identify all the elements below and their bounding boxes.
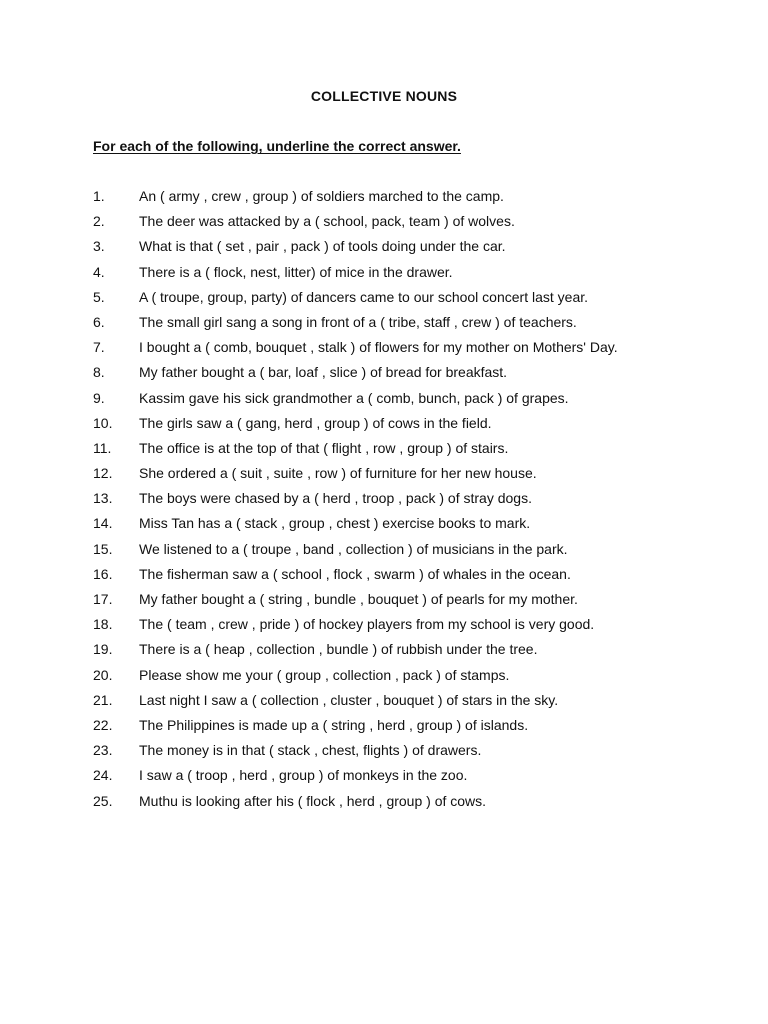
question-number: 21. — [93, 691, 113, 708]
question-text: What is that ( set , pair , pack ) of tools doing under the car. — [139, 238, 506, 255]
question-number: 22. — [93, 716, 113, 733]
question-text: I bought a ( comb, bouquet , stalk ) of flowers for my mother on Mothers' Day. — [139, 339, 618, 356]
question-text: Miss Tan has a ( stack , group , chest ) exercise books to mark. — [139, 515, 531, 532]
question-text: The small girl sang a song in front of a ( tribe, staff , crew ) of teachers. — [139, 313, 577, 330]
question-text: A ( troupe, group, party) of dancers came to our school concert last year. — [139, 288, 589, 305]
question-text: Kassim gave his sick grandmother a ( comb, bunch, pack ) of grapes. — [139, 389, 569, 406]
question-number: 6. — [93, 313, 105, 330]
question-number: 15. — [93, 540, 113, 557]
question-number: 2. — [93, 213, 105, 230]
question-number: 19. — [93, 641, 113, 658]
question-text: Last night I saw a ( collection , cluster , bouquet ) of stars in the sky. — [139, 691, 559, 708]
question-number: 10. — [93, 414, 113, 431]
question-item — [93, 666, 618, 691]
question-number: 5. — [93, 288, 105, 305]
question-item — [93, 716, 618, 741]
question-number: 3. — [93, 238, 105, 255]
question-item — [93, 338, 618, 363]
question-number: 18. — [93, 616, 113, 633]
instruction-text: For each of the following, underline the correct answer. — [93, 138, 461, 154]
question-number: 13. — [93, 490, 113, 507]
question-number: 23. — [93, 742, 113, 759]
question-number: 11. — [93, 439, 112, 456]
question-item — [93, 313, 618, 338]
question-item — [93, 263, 618, 288]
question-text: There is a ( heap , collection , bundle ) of rubbish under the tree. — [139, 641, 538, 658]
question-number: 14. — [93, 515, 113, 532]
question-number: 1. — [93, 188, 105, 204]
page-title: COLLECTIVE NOUNS — [310, 88, 458, 104]
question-text: We listened to a ( troupe , band , collection ) of musicians in the park. — [139, 540, 568, 557]
question-item — [93, 489, 618, 514]
question-number: 16. — [93, 565, 113, 582]
question-item — [93, 741, 618, 766]
question-item — [93, 414, 618, 439]
question-number: 12. — [93, 465, 113, 482]
question-item — [93, 640, 618, 665]
question-number: 8. — [93, 364, 105, 381]
question-item — [93, 187, 618, 212]
question-number: 4. — [93, 263, 105, 280]
question-text: My father bought a ( bar, loaf , slice ) of bread for breakfast. — [139, 364, 508, 381]
question-text: I saw a ( troop , herd , group ) of monkeys in the zoo. — [139, 767, 468, 784]
question-text: She ordered a ( suit , suite , row ) of furniture for her new house. — [139, 465, 537, 482]
question-text: The girls saw a ( gang, herd , group ) of cows in the field. — [139, 414, 492, 431]
question-item — [93, 565, 618, 590]
question-text: The office is at the top of that ( flight , row , group ) of stairs. — [139, 439, 509, 456]
question-item — [93, 464, 618, 489]
question-number: 7. — [93, 339, 105, 356]
question-text: The ( team , crew , pride ) of hockey players from my school is very good. — [139, 616, 595, 633]
question-list — [93, 187, 618, 817]
question-item — [93, 615, 618, 640]
question-text: The Philippines is made up a ( string , herd , group ) of islands. — [139, 716, 529, 733]
question-number: 25. — [93, 792, 113, 809]
question-item — [93, 363, 618, 388]
question-text: The money is in that ( stack , chest, flights ) of drawers. — [139, 742, 482, 759]
question-item — [93, 514, 618, 539]
question-item — [93, 766, 618, 791]
question-number: 9. — [93, 389, 105, 406]
question-text: Please show me your ( group , collection , pack ) of stamps. — [139, 666, 510, 683]
question-item — [93, 439, 618, 464]
question-text: Muthu is looking after his ( flock , herd , group ) of cows. — [139, 792, 487, 809]
question-item — [93, 389, 618, 414]
question-text: The boys were chased by a ( herd , troop , pack ) of stray dogs. — [139, 490, 532, 507]
question-item — [93, 792, 618, 817]
question-number: 24. — [93, 767, 113, 784]
question-text: An ( army , crew , group ) of soldiers marched to the camp. — [139, 188, 504, 204]
question-number: 17. — [93, 591, 113, 607]
question-item — [93, 590, 618, 615]
question-item — [93, 237, 618, 262]
question-text: The deer was attacked by a ( school, pack, team ) of wolves. — [139, 213, 515, 230]
question-item — [93, 540, 618, 565]
question-item — [93, 212, 618, 237]
question-text: My father bought a ( string , bundle , bouquet ) of pearls for my mother. — [139, 591, 578, 607]
question-item — [93, 288, 618, 313]
question-text: The fisherman saw a ( school , flock , swarm ) of whales in the ocean. — [139, 565, 571, 582]
question-number: 20. — [93, 666, 113, 683]
question-item — [93, 691, 618, 716]
question-text: There is a ( flock, nest, litter) of mice in the drawer. — [139, 263, 453, 280]
